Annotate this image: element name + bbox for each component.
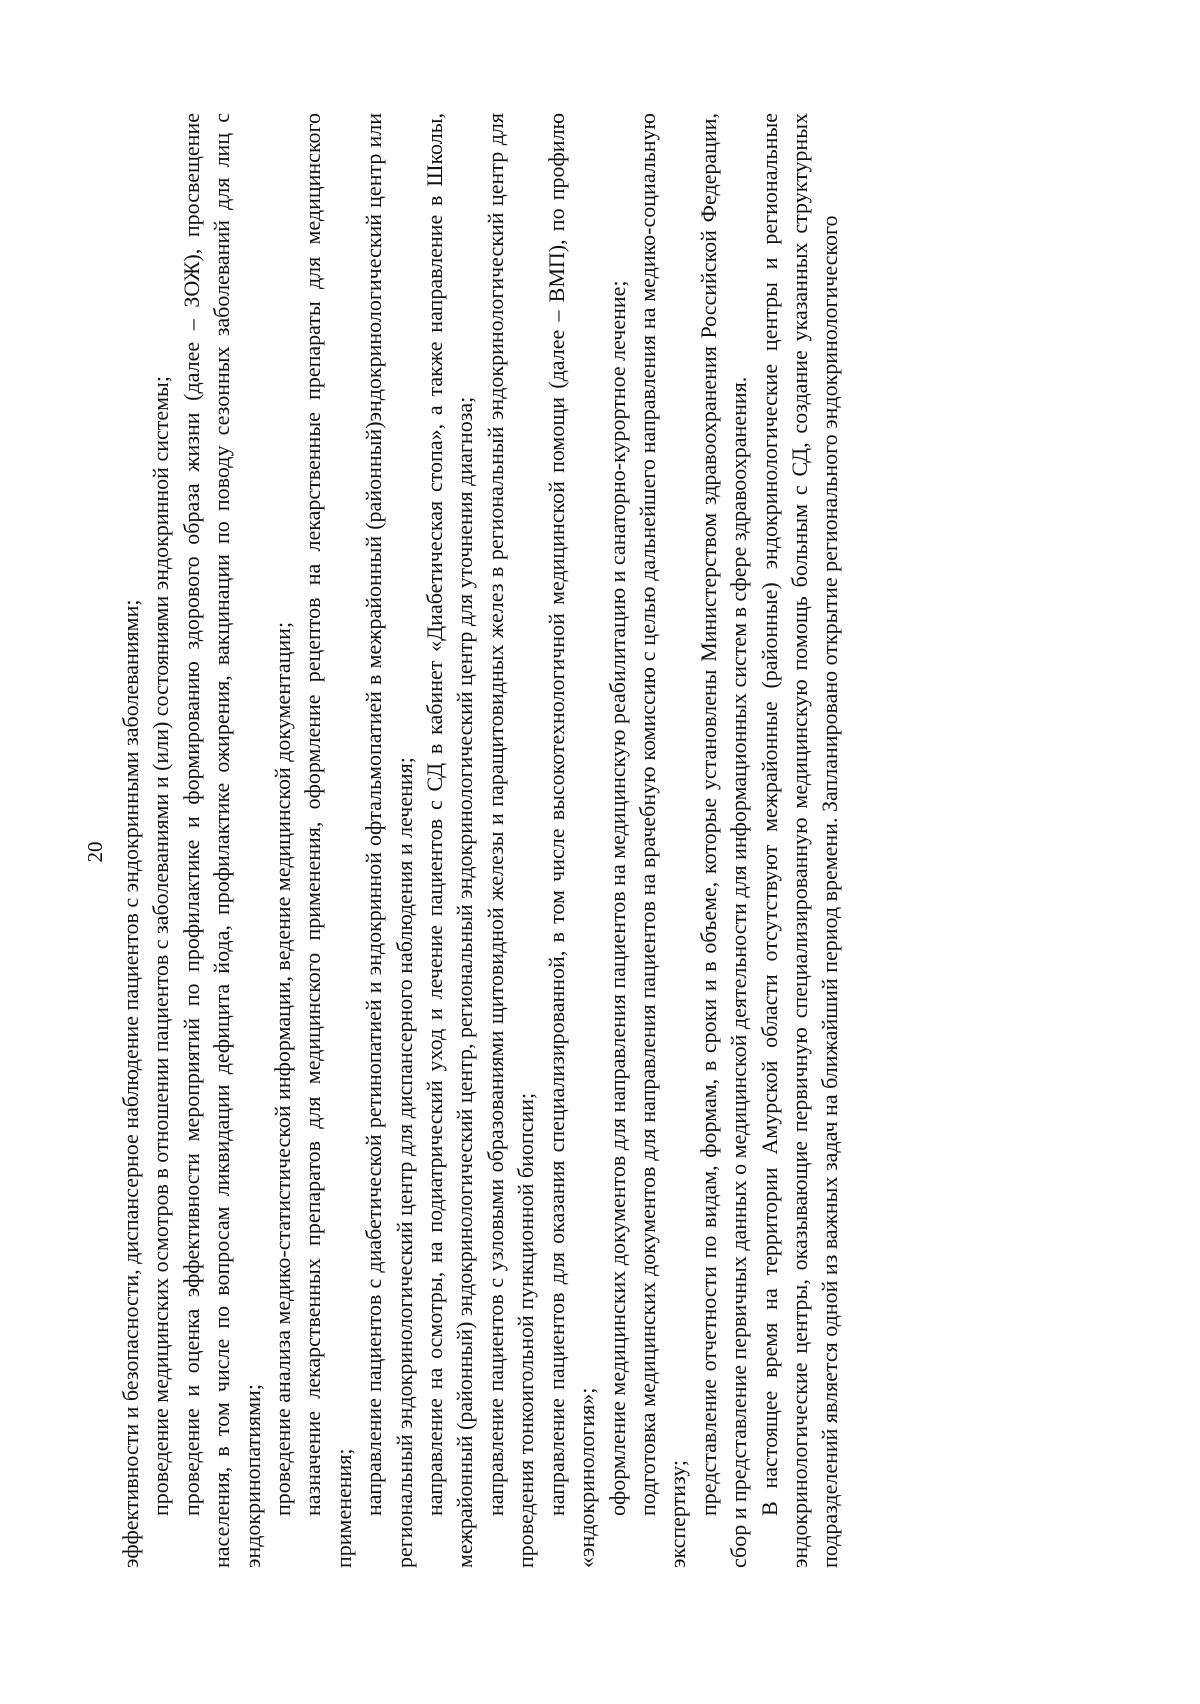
paragraph: оформление медицинских документов для направления пациентов на медицинскую реабилитацию и санаторно-курортное лечение; — [604, 280, 630, 1516]
paragraph: проведение и оценка эффективности мероприятий по профилактике и формированию здорового образа жизни (далее – ЗОЖ), просвещение населения, в том числе по вопросам ликвидации дефицита йода, профилактике ожирения, вакцинации по поводу сезонных заболеваний для лиц с эндокринопатиями; — [178, 113, 265, 1568]
paragraph: проведение анализа медико-статистической информации, ведение медицинской документации; — [270, 621, 296, 1516]
paragraph: направление пациентов для оказания специализированной, в том числе высокотехнологичной медицинской помощи (далее – ВМП), по профилю «эндокринология»; — [543, 113, 600, 1568]
paragraph: направление пациентов с узловыми образованиями щитовидной железы и паращитовидных желез в региональный эндокринологический центр для проведения тонкоигольной пункционной биопсии; — [482, 113, 539, 1568]
paragraph: проведение медицинских осмотров в отношении пациентов с заболеваниями и (или) состояниями эндокринной системы; — [148, 376, 174, 1516]
page-number: 20 — [83, 841, 107, 863]
paragraph: назначение лекарственных препаратов для медицинского применения, оформление рецептов на лекарственные препараты для медицинского применения; — [300, 113, 356, 1568]
document-body — [116, 113, 846, 1568]
paragraph: подготовка медицинских документов для направления пациентов на врачебную комиссию с целью дальнейшего направления на медико-социальную экспертизу; — [634, 113, 691, 1568]
paragraph: направление пациентов с диабетической ретинопатией и эндокринной офтальмопатией в межрайонный (районный)эндокринологический центр или региональный эндокринологический центр для диспансерного наблюдения и лечения; — [361, 113, 417, 1568]
paragraph: эффективности и безопасности, диспансерное наблюдение пациентов с эндокринными заболеваниями; — [118, 599, 143, 1568]
paragraph: направление на осмотры, на подиатрический уход и лечение пациентов с СД в кабинет «Диабетическая стопа», а также направление в Школы, межрайонный (районный) эндокринологический центр, региональный эндокринологический центр для уточнения диагноза; — [422, 113, 478, 1568]
paragraph: представление отчетности по видам, формам, в сроки и в объеме, которые установлены Министерством здравоохранения Российской Федерации, сбор и представление первичных данных о медицинской деятельности для информационных систем в сфере здравоохранения. — [695, 113, 752, 1568]
paragraph: В настоящее время на территории Амурской области отсутствуют межрайонные (районные) эндокринологические центры и региональные эндокринологические центры, оказывающие первичную специализированную медицинскую помощь больным с СД, создание указанных структурных подразделений является одной из важных задач на ближайший период времени. Запланировано открытие регионального эндокринологического — [756, 113, 843, 1568]
